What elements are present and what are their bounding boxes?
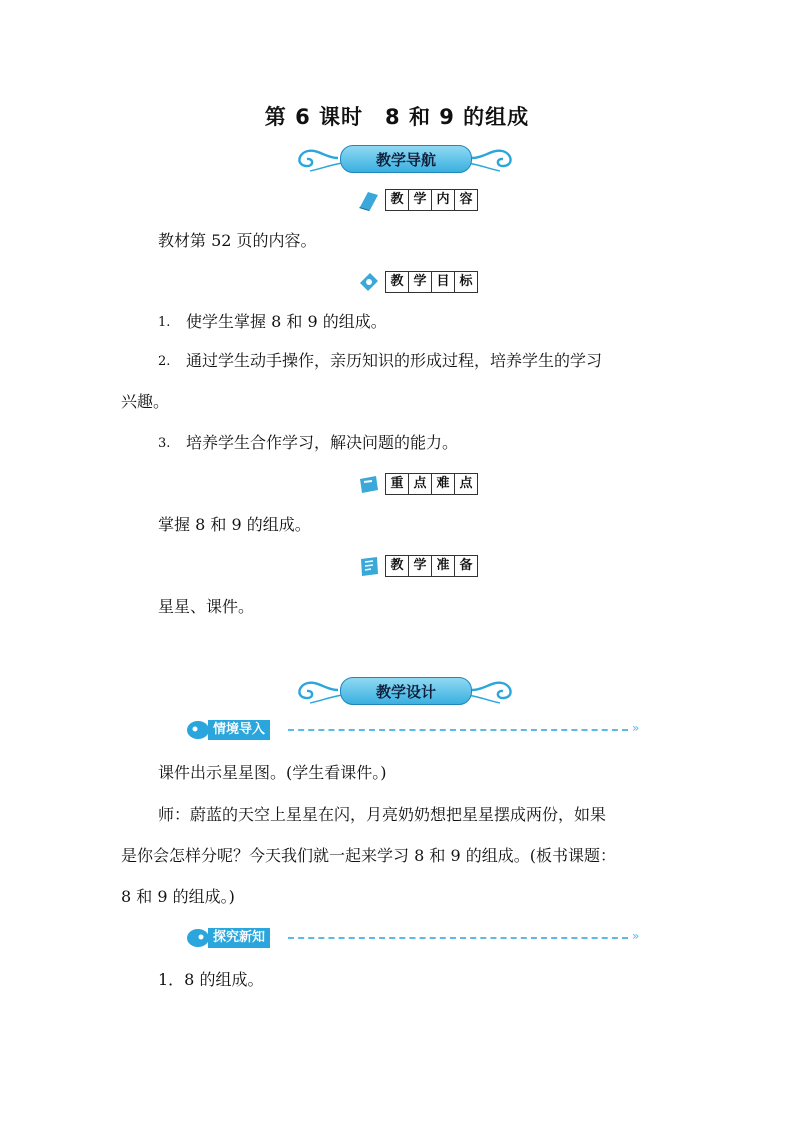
design-paragraph: 是你会怎样分呢？今天我们就一起来学习 8 和 9 的组成。(板书课题：	[121, 846, 616, 865]
banner-label: 教学设计	[375, 683, 436, 701]
book-icon	[358, 189, 380, 211]
header-char: 学	[408, 555, 432, 577]
header-char: 容	[454, 189, 478, 211]
header-char: 教	[385, 271, 409, 293]
header-char: 学	[408, 271, 432, 293]
header-char: 教	[385, 189, 409, 211]
banner-teaching-design	[290, 673, 520, 707]
design-paragraph: 1．8 的组成。	[158, 970, 264, 989]
goal-text: 培养学生合作学习，解决问题的能力。	[186, 433, 459, 452]
subsection-scenario-intro	[186, 719, 646, 741]
header-char: 重	[385, 473, 409, 495]
goal-text-continued: 兴趣。	[121, 392, 170, 411]
header-char: 目	[431, 271, 455, 293]
explore-icon	[186, 927, 210, 949]
header-char: 标	[454, 271, 478, 293]
header-char: 内	[431, 189, 455, 211]
header-char: 准	[431, 555, 455, 577]
goal-number: 2.	[158, 354, 171, 369]
key-points-icon	[358, 473, 380, 495]
header-char: 备	[454, 555, 478, 577]
goal-number: 3.	[158, 436, 171, 451]
dashed-divider	[288, 729, 628, 731]
banner-label: 教学导航	[375, 151, 436, 169]
double-arrow-icon: »	[632, 721, 640, 735]
goal-text: 使学生掌握 8 和 9 的组成。	[186, 312, 387, 331]
design-paragraph: 课件出示星星图。(学生看课件。)	[158, 763, 387, 782]
header-char: 学	[408, 189, 432, 211]
design-paragraph: 师：蔚蓝的天空上星星在闪，月亮奶奶想把星星摆成两份，如果	[158, 805, 607, 824]
header-char: 难	[431, 473, 455, 495]
target-icon	[358, 271, 380, 293]
key-points-text: 掌握 8 和 9 的组成。	[158, 515, 311, 534]
banner-teaching-guide	[290, 141, 520, 175]
preparation-text: 星星、课件。	[158, 597, 255, 616]
page-title: 第 6 课时 8 和 9 的组成	[264, 105, 530, 129]
double-arrow-icon: »	[632, 929, 640, 943]
subsection-explore-new	[186, 927, 646, 949]
header-char: 教	[385, 555, 409, 577]
header-char: 点	[454, 473, 478, 495]
content-text: 教材第 52 页的内容。	[158, 231, 317, 250]
chat-bubble-icon	[186, 719, 210, 741]
header-char: 点	[408, 473, 432, 495]
goal-text: 通过学生动手操作，亲历知识的形成过程，培养学生的学习	[186, 351, 603, 370]
design-paragraph: 8 和 9 的组成。)	[121, 887, 235, 906]
goal-number: 1.	[158, 315, 171, 330]
dashed-divider	[288, 937, 628, 939]
subsection-label: 情境导入	[208, 720, 270, 740]
subsection-label: 探究新知	[208, 928, 270, 948]
preparation-icon	[358, 555, 380, 577]
